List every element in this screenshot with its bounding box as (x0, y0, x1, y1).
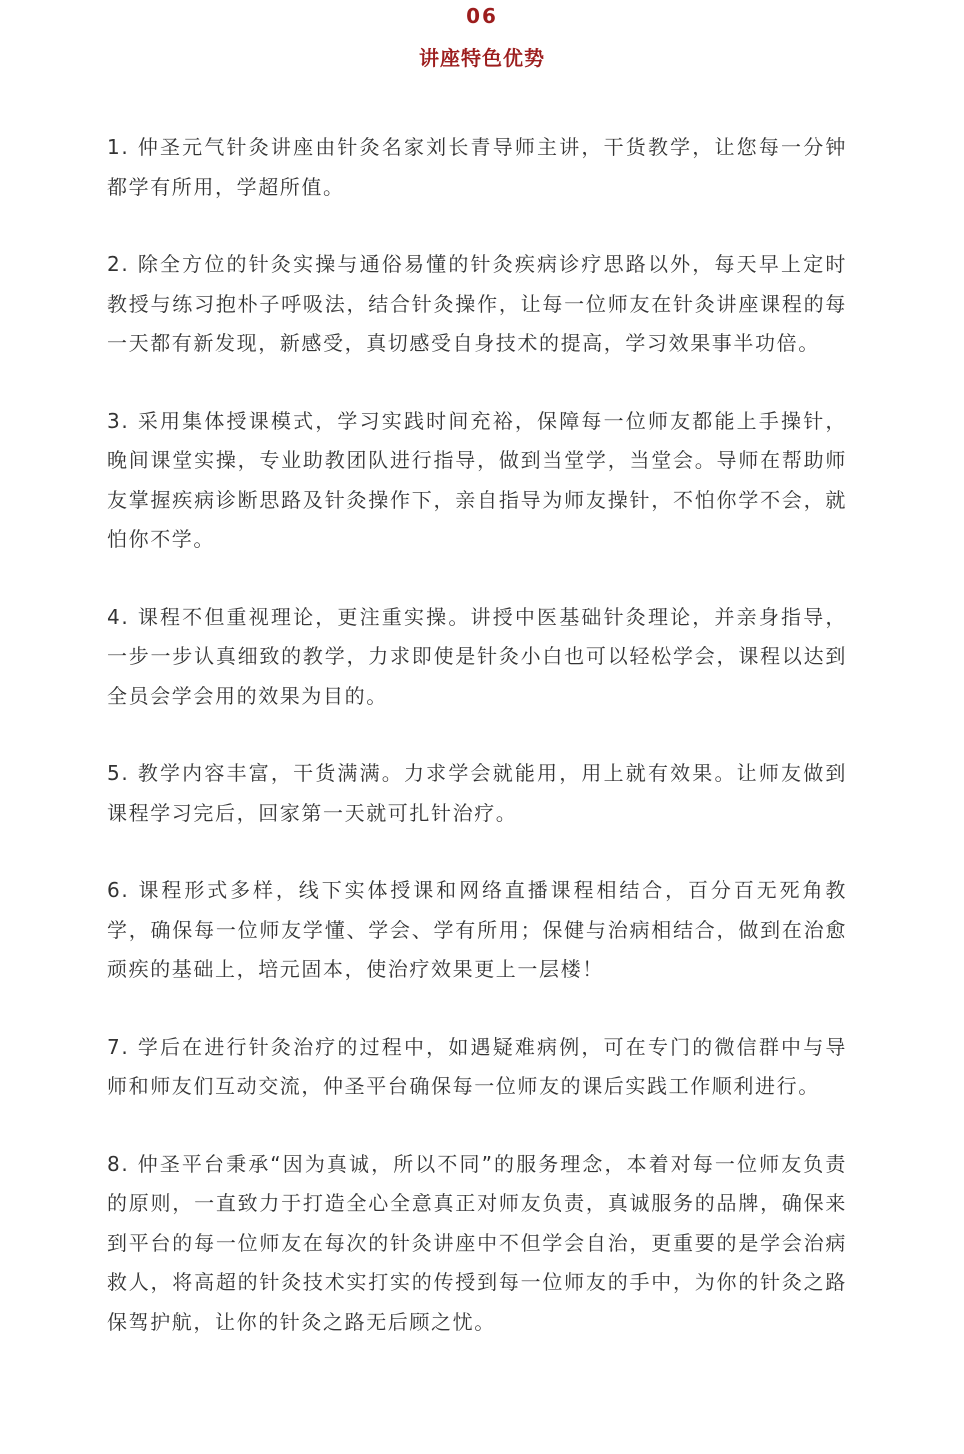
paragraph-5: 5. 教学内容丰富，干货满满。力求学会就能用，用上就有效果。让师友做到课程学习完后，回家第一天就可扎针治疗。 (107, 761, 847, 825)
paragraph-7: 7. 学后在进行针灸治疗的过程中，如遇疑难病例，可在专门的微信群中与导师和师友们互动交流，仲圣平台确保每一位师友的课后实践工作顺利进行。 (107, 1034, 847, 1098)
paragraph-4: 4. 课程不但重视理论，更注重实操。讲授中医基础针灸理论，并亲身指导，一步一步认真细致的教学，力求即使是针灸小白也可以轻松学会，课程以达到全员会学会用的效果为目的。 (107, 604, 847, 708)
section-title: 讲座特色优势 (419, 46, 545, 70)
article-body (107, 128, 847, 1380)
paragraph-1: 1. 仲圣元气针灸讲座由针灸名家刘长青导师主讲，干货教学，让您每一分钟都学有所用，学超所值。 (107, 135, 847, 199)
paragraph-2: 2. 除全方位的针灸实操与通俗易懂的针灸疾病诊疗思路以外，每天早上定时教授与练习抱朴子呼吸法，结合针灸操作，让每一位师友在针灸讲座课程的每一天都有新发现，新感受，真切感受自身技术的提高，学习效果事半功倍。 (107, 252, 847, 355)
paragraph-6: 6. 课程形式多样，线下实体授课和网络直播课程相结合，百分百无死角教学，确保每一位师友学懂、学会、学有所用；保健与治病相结合，做到在治愈顽疾的基础上，培元固本，使治疗效果更上一层楼！ (107, 878, 847, 981)
paragraph-3: 3. 采用集体授课模式，学习实践时间充裕，保障每一位师友都能上手操针，晚间课堂实操，专业助教团队进行指导，做到当堂学，当堂会。导师在帮助师友掌握疾病诊断思路及针灸操作下，亲自指导为师友操针，不怕你学不会，就怕你不学。 (107, 408, 847, 551)
section-number: 06 (466, 4, 498, 28)
paragraph-8: 8. 仲圣平台秉承“因为真诚，所以不同”的服务理念，本着对每一位师友负责的原则，一直致力于打造全心全意真正对师友负责，真诚服务的品牌，确保来到平台的每一位师友在每次的针灸讲座中不但学会自治，更重要的是学会治病救人，将高超的针灸技术实打实的传授到每一位师友的手中，为你的针灸之路保驾护航，让你的针灸之路无后顾之忧。 (107, 1151, 847, 1334)
